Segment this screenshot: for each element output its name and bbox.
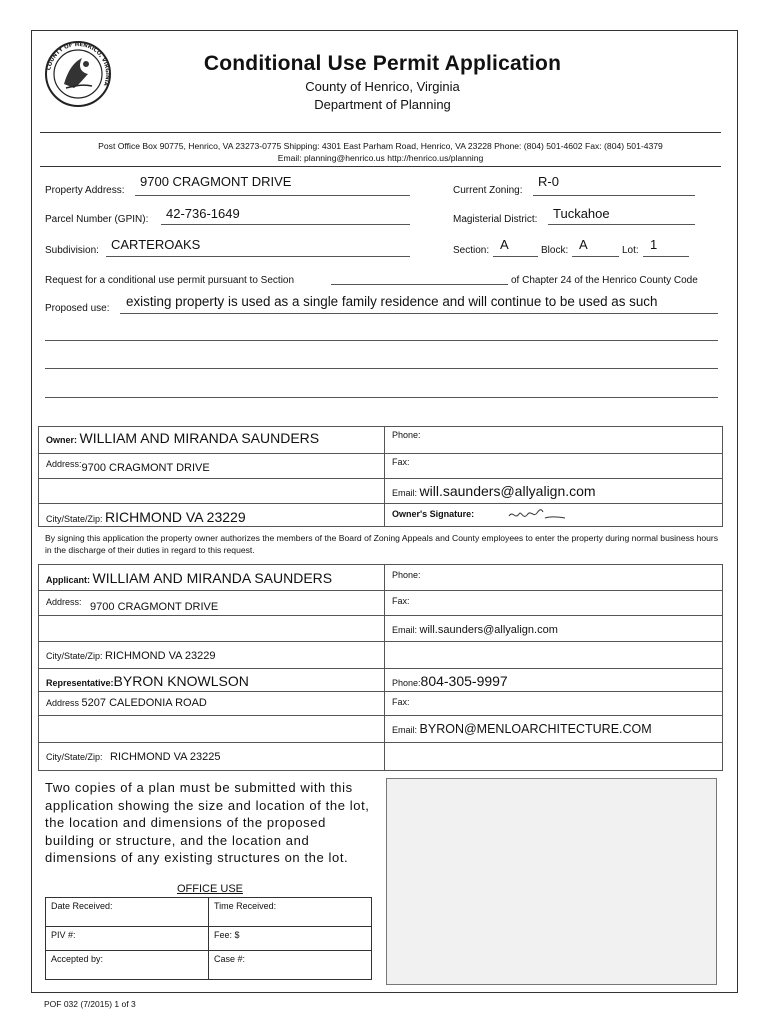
representative-phone: 804-305-9997 [420,673,508,689]
owner-name: WILLIAM AND MIRANDA SAUNDERS [79,430,320,446]
lot-line [643,256,689,257]
representative-city-cell[interactable]: City/State/Zip: RICHMOND VA 23225 [39,743,385,771]
office-use-table [45,897,372,980]
owner-cell[interactable]: Owner: WILLIAM AND MIRANDA SAUNDERS [39,427,385,454]
contact-line-2: Email: planning@henrico.us http://henrico.us/planning [277,153,484,163]
applicant-city: RICHMOND VA 23229 [105,650,216,662]
parcel-number-line [161,224,410,225]
subdivision-label: Subdivision: [45,245,99,256]
owner-city: RICHMOND VA 23229 [105,509,246,525]
property-address-label: Property Address: [45,185,125,196]
fee-cell[interactable]: Fee: $ [209,927,372,951]
applicant-address: 9700 CRAGMONT DRIVE [90,601,219,613]
case-number-cell[interactable]: Case #: [209,951,372,980]
representative-address-line2-cell[interactable] [39,716,385,743]
plans-requirement-note: Two copies of a plan must be submitted with this application showing the size and location of the lot, the location and dimensions of the proposed building or structure, and the location and dimensions of any existing structures on the lot. [45,780,370,865]
office-use-title: OFFICE USE [176,883,243,895]
applicant-fax-cell[interactable]: Fax: [385,591,723,616]
magisterial-district-label: Magisterial District: [453,214,538,225]
applicant-email: will.saunders@allyalign.com [419,624,558,636]
block-line [572,256,619,257]
piv-cell[interactable]: PIV #: [46,927,209,951]
proposed-use-value[interactable]: existing property is used as a single family residence and will continue to be used as such [126,294,658,309]
proposed-use-line-2[interactable] [45,340,718,341]
owner-fax-cell[interactable]: Fax: [385,454,723,479]
section-line [493,256,538,257]
section-value[interactable]: A [500,237,509,252]
applicant-table [38,564,723,771]
contact-line-1: Post Office Box 90775, Henrico, VA 23273-0775 Shipping: 4301 East Parham Road, Henrico, VA 23228 Phone: (804) 501-4602 Fax: (804) 501-4379 [98,141,663,151]
owner-phone-cell[interactable]: Phone: [385,427,723,454]
parcel-number-value[interactable]: 42-736-1649 [166,206,240,221]
subdivision-line [106,256,410,257]
owner-signature-image [507,506,567,524]
applicant-address-cell[interactable]: Address: 9700 CRAGMONT DRIVE [39,591,385,616]
applicant-cell[interactable]: Applicant: WILLIAM AND MIRANDA SAUNDERS [39,565,385,591]
representative-phone-cell[interactable]: Phone:804-305-9997 [385,669,723,692]
contact-divider [40,166,721,167]
block-label: Block: [541,245,569,256]
applicant-address-line2-cell[interactable] [39,616,385,642]
applicant-city-cell[interactable]: City/State/Zip: RICHMOND VA 23229 [39,642,385,669]
applicant-name: WILLIAM AND MIRANDA SAUNDERS [92,570,333,586]
owner-signature-cell[interactable]: Owner's Signature: [385,504,723,527]
page-title: Conditional Use Permit Application [203,52,562,75]
representative-city: RICHMOND VA 23225 [110,751,221,763]
owner-table [38,426,723,527]
lot-value[interactable]: 1 [650,237,658,252]
representative-email-cell[interactable]: Email: BYRON@MENLOARCHITECTURE.COM [385,716,723,743]
representative-email: BYRON@MENLOARCHITECTURE.COM [419,722,652,736]
svg-text:COUNTY OF HENRICO, VIRGINIA: COUNTY OF HENRICO, VIRGINIA [46,41,111,87]
owner-city-cell[interactable]: City/State/Zip: RICHMOND VA 23229 [39,504,385,527]
block-value[interactable]: A [579,237,588,252]
header-divider [40,132,721,133]
owner-address: 9700 CRAGMONT DRIVE [81,462,210,474]
representative-fax-cell[interactable]: Fax: [385,692,723,716]
representative-name: BYRON KNOWLSON [113,673,249,689]
applicant-city-side-cell [385,642,723,669]
form-footer: POF 032 (7/2015) 1 of 3 [44,999,136,1009]
request-suffix: of Chapter 24 of the Henrico County Code [511,275,698,286]
time-received-cell[interactable]: Time Received: [209,898,372,927]
applicant-email-cell[interactable]: Email: will.saunders@allyalign.com [385,616,723,642]
parcel-number-label: Parcel Number (GPIN): [45,214,149,225]
representative-city-side-cell [385,743,723,771]
magisterial-district-line [548,224,695,225]
request-section-line[interactable] [331,284,508,285]
property-address-line [135,195,410,196]
owner-email-cell[interactable]: Email: will.saunders@allyalign.com [385,479,723,504]
section-label: Section: [453,245,490,256]
proposed-use-label: Proposed use: [45,303,110,314]
subdivision-value[interactable]: CARTEROAKS [111,237,201,252]
representative-address-cell[interactable]: Address 5207 CALEDONIA ROAD [39,692,385,716]
property-address-value[interactable]: 9700 CRAGMONT DRIVE [140,174,292,189]
representative-address: 5207 CALEDONIA ROAD [81,697,207,709]
department-name: Department of Planning [314,97,451,112]
owner-address-cell[interactable]: Address:9700 CRAGMONT DRIVE [39,454,385,479]
current-zoning-value[interactable]: R-0 [538,174,559,189]
proposed-use-line [120,313,718,314]
lot-label: Lot: [622,245,639,256]
current-zoning-line [533,195,695,196]
date-received-cell[interactable]: Date Received: [46,898,209,927]
accepted-by-cell[interactable]: Accepted by: [46,951,209,980]
owner-authorization-notice: By signing this application the property owner authorizes the members of the Board of Zoning Appeals and County employees to enter the property during normal business hours in the discharge of their duties in regard to this request. [45,533,719,555]
owner-email: will.saunders@allyalign.com [419,483,596,499]
county-name: County of Henrico, Virginia [305,79,460,94]
applicant-phone-cell[interactable]: Phone: [385,565,723,591]
proposed-use-line-3[interactable] [45,368,718,369]
county-seal-icon [44,40,112,108]
proposed-use-line-4[interactable] [45,397,718,398]
magisterial-district-value[interactable]: Tuckahoe [553,206,610,221]
representative-cell[interactable]: Representative:BYRON KNOWLSON [39,669,385,692]
plan-sketch-area[interactable] [386,778,717,985]
current-zoning-label: Current Zoning: [453,185,523,196]
owner-address-line2-cell[interactable] [39,479,385,504]
request-prefix: Request for a conditional use permit pursuant to Section [45,275,295,286]
